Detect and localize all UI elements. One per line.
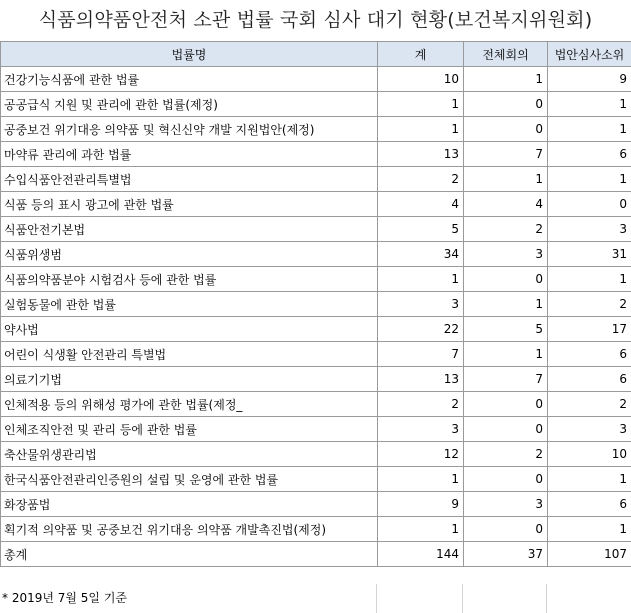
subcommittee-cell: 3: [548, 217, 631, 242]
total-cell: 22: [378, 317, 464, 342]
law-name-cell: 건강기능식품에 관한 법률: [1, 67, 378, 92]
law-name-cell: 축산물위생관리법: [1, 442, 378, 467]
subcommittee-cell: 3: [548, 417, 631, 442]
plenary-cell: 0: [464, 92, 548, 117]
table-row: [1, 342, 631, 367]
plenary-cell: 1: [464, 342, 548, 367]
subcommittee-cell: 31: [548, 242, 631, 267]
law-name-cell: 공중보건 위기대응 의약품 및 혁신신약 개발 지원법안(제정): [1, 117, 378, 142]
subcommittee-cell: 1: [548, 517, 631, 542]
total-cell: 1: [378, 117, 464, 142]
table-row: [1, 167, 631, 192]
subcommittee-cell: 2: [548, 292, 631, 317]
law-name-cell: 마약류 관리에 과한 법률: [1, 142, 378, 167]
table-row: [1, 367, 631, 392]
subcommittee-cell: 1: [548, 167, 631, 192]
subcommittee-cell: 1: [548, 267, 631, 292]
law-name-cell: 실험동물에 관한 법률: [1, 292, 378, 317]
law-name-cell: 수입식품안전관리특별법: [1, 167, 378, 192]
law-name-cell: 식품 등의 표시 광고에 관한 법률: [1, 192, 378, 217]
subcommittee-cell: 17: [548, 317, 631, 342]
table-row: [1, 442, 631, 467]
law-name-cell: 약사법: [1, 317, 378, 342]
total-cell: 7: [378, 342, 464, 367]
table-row: [1, 67, 631, 92]
header-subcommittee: 법안심사소위: [548, 42, 631, 67]
plenary-cell: 0: [464, 517, 548, 542]
total-cell: 9: [378, 492, 464, 517]
table-row: [1, 392, 631, 417]
table-row: [1, 517, 631, 542]
page-title: 식품의약품안전처 소관 법률 국회 심사 대기 현황(보건복지위원회): [38, 9, 593, 31]
law-name-cell: 인체적용 등의 위해성 평가에 관한 법률(제정_: [1, 392, 378, 417]
table-row: [1, 142, 631, 167]
law-name-cell: 한국식품안전관리인증원의 설립 및 운영에 관한 법률: [1, 467, 378, 492]
plenary-cell: 3: [464, 242, 548, 267]
total-cell: 1: [378, 467, 464, 492]
header-law-name: 법률명: [1, 42, 378, 67]
subcommittee-cell: 6: [548, 492, 631, 517]
total-row: [1, 542, 631, 567]
plenary-cell: 0: [464, 117, 548, 142]
total-cell: 13: [378, 367, 464, 392]
table-row: [1, 317, 631, 342]
subcommittee-cell: 10: [548, 442, 631, 467]
subcommittee-cell: 1: [548, 117, 631, 142]
table-row: [1, 192, 631, 217]
subcommittee-cell: 2: [548, 392, 631, 417]
plenary-cell: 1: [464, 167, 548, 192]
subcommittee-cell: 0: [548, 192, 631, 217]
table-row: [1, 242, 631, 267]
total-cell: 2: [378, 392, 464, 417]
table-row: [1, 117, 631, 142]
table-row: [1, 417, 631, 442]
law-name-cell: 식품위생범: [1, 242, 378, 267]
total-cell: 2: [378, 167, 464, 192]
total-cell: 12: [378, 442, 464, 467]
law-name-cell: 총계: [1, 542, 378, 567]
plenary-cell: 37: [464, 542, 548, 567]
total-cell: 13: [378, 142, 464, 167]
plenary-cell: 2: [464, 217, 548, 242]
plenary-cell: 2: [464, 442, 548, 467]
table-row: [1, 467, 631, 492]
plenary-cell: 0: [464, 417, 548, 442]
plenary-cell: 3: [464, 492, 548, 517]
law-name-cell: 인체조직안전 및 관리 등에 관한 법률: [1, 417, 378, 442]
subcommittee-cell: 6: [548, 342, 631, 367]
subcommittee-cell: 6: [548, 142, 631, 167]
total-cell: 1: [378, 267, 464, 292]
table-row: [1, 92, 631, 117]
total-cell: 3: [378, 292, 464, 317]
plenary-cell: 0: [464, 467, 548, 492]
subcommittee-cell: 1: [548, 92, 631, 117]
law-name-cell: 공공급식 지원 및 관리에 관한 법률(제정): [1, 92, 378, 117]
total-cell: 5: [378, 217, 464, 242]
total-cell: 10: [378, 67, 464, 92]
subcommittee-cell: 9: [548, 67, 631, 92]
subcommittee-cell: 107: [548, 542, 631, 567]
plenary-cell: 1: [464, 292, 548, 317]
total-cell: 3: [378, 417, 464, 442]
table-row: [1, 292, 631, 317]
plenary-cell: 1: [464, 67, 548, 92]
plenary-cell: 0: [464, 392, 548, 417]
subcommittee-cell: 6: [548, 367, 631, 392]
total-cell: 1: [378, 92, 464, 117]
total-cell: 144: [378, 542, 464, 567]
plenary-cell: 0: [464, 267, 548, 292]
header-plenary: 전체회의: [464, 42, 548, 67]
plenary-cell: 4: [464, 192, 548, 217]
law-name-cell: 획기적 의약품 및 공중보건 위기대응 의약품 개발촉진법(제정): [1, 517, 378, 542]
table-header-row: [1, 42, 631, 67]
footnote: * 2019년 7월 5일 기준: [2, 591, 128, 605]
law-name-cell: 식품의약품분야 시험검사 등에 관한 법률: [1, 267, 378, 292]
plenary-cell: 7: [464, 367, 548, 392]
law-name-cell: 어린이 식생활 안전관리 특별법: [1, 342, 378, 367]
table-row: [1, 267, 631, 292]
law-name-cell: 식품안전기본법: [1, 217, 378, 242]
subcommittee-cell: 1: [548, 467, 631, 492]
law-name-cell: 의료기기법: [1, 367, 378, 392]
table-row: [1, 492, 631, 517]
plenary-cell: 5: [464, 317, 548, 342]
table-row: [1, 217, 631, 242]
law-table: [0, 41, 631, 567]
total-cell: 34: [378, 242, 464, 267]
total-cell: 1: [378, 517, 464, 542]
law-name-cell: 화장품법: [1, 492, 378, 517]
total-cell: 4: [378, 192, 464, 217]
header-total: 계: [378, 42, 464, 67]
plenary-cell: 7: [464, 142, 548, 167]
